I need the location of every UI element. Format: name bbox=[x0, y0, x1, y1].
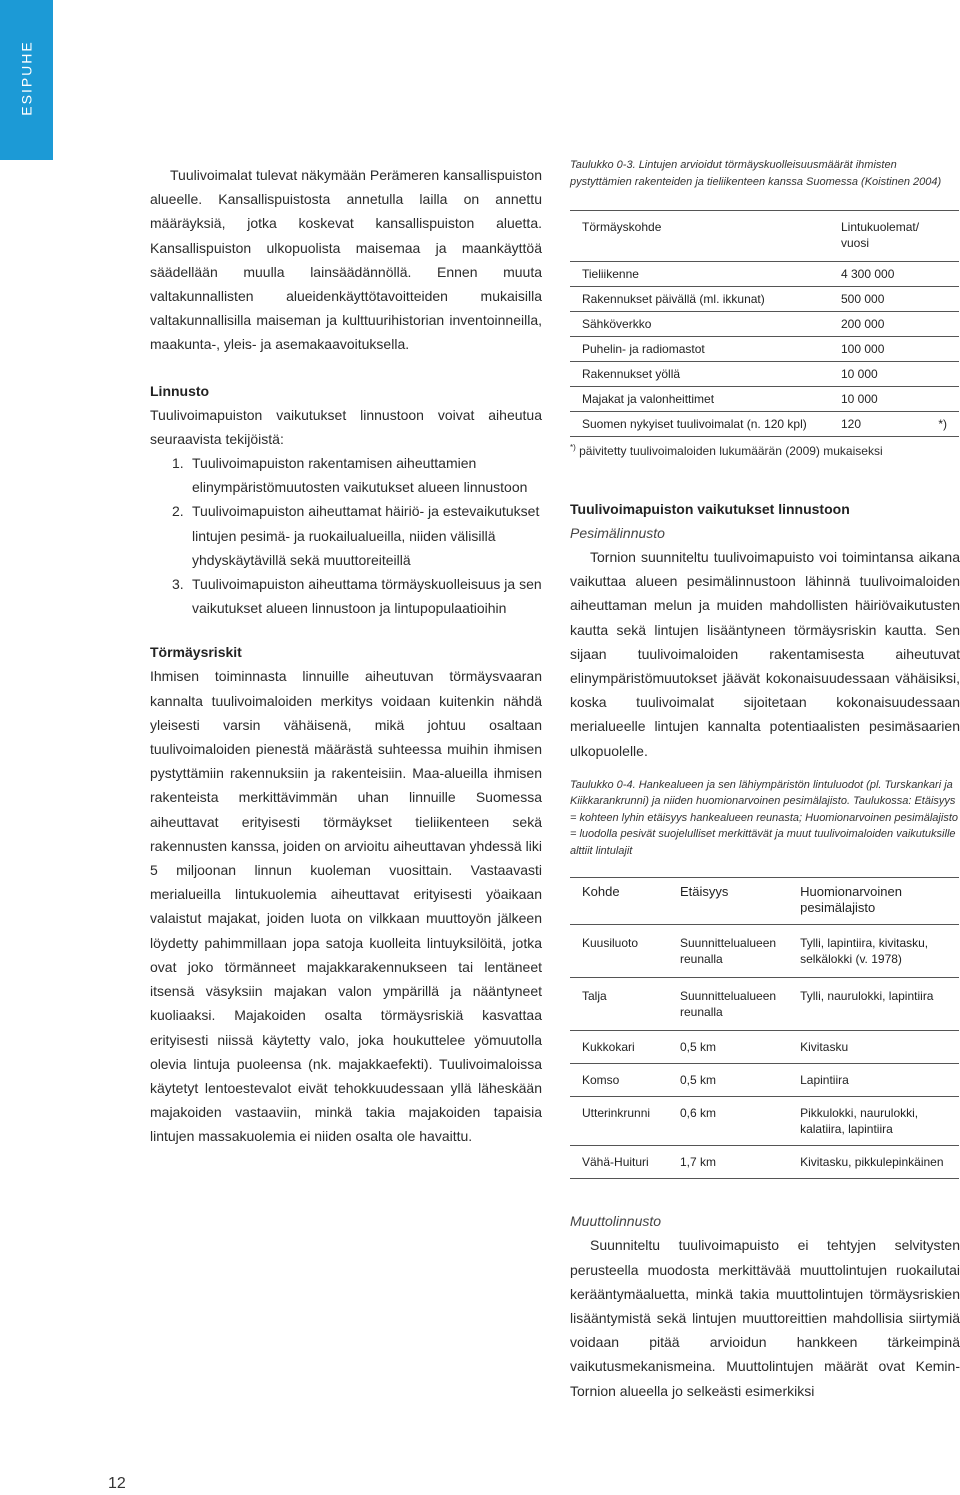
table-cell: Kivitasku, pikkulepinkäinen bbox=[788, 1146, 959, 1179]
right-column bbox=[570, 157, 960, 1403]
table-cell: Rakennukset yöllä bbox=[570, 362, 829, 387]
table-cell: Kuusiluoto bbox=[570, 925, 668, 978]
table-header-row bbox=[570, 878, 959, 925]
table-row bbox=[570, 1146, 959, 1179]
table-cell: Suomen nykyiset tuulivoimalat (n. 120 kpl) bbox=[570, 412, 829, 437]
table-cell: 1,7 km bbox=[668, 1146, 788, 1179]
table-cell: Vähä-Huituri bbox=[570, 1146, 668, 1179]
table-cell: 0,5 km bbox=[668, 1031, 788, 1064]
table-cell: Sähköverkko bbox=[570, 312, 829, 337]
table-cell: 200 000 bbox=[829, 312, 920, 337]
table-cell: 4 300 000 bbox=[829, 262, 920, 287]
table-cell: Talja bbox=[570, 978, 668, 1031]
collision-table bbox=[570, 210, 959, 437]
table-cell: 10 000 bbox=[829, 362, 920, 387]
table-cell: 120 bbox=[829, 412, 920, 437]
table-row bbox=[570, 387, 959, 412]
table-cell: 0,6 km bbox=[668, 1097, 788, 1146]
table-cell: Komso bbox=[570, 1064, 668, 1097]
linnusto-heading: Linnusto bbox=[150, 382, 210, 399]
table-row bbox=[570, 978, 959, 1031]
list-item: 1. Tuulivoimapuiston rakentamisen aiheuttamien elinympäristömuutosten vaikutukset alueen linnustoon bbox=[172, 455, 528, 496]
table-cell bbox=[920, 287, 959, 312]
table-cell: Puhelin- ja radiomastot bbox=[570, 337, 829, 362]
table-row bbox=[570, 312, 959, 337]
table-header-cell: Törmäyskohde bbox=[570, 211, 829, 262]
impact-list bbox=[150, 451, 542, 620]
table1-footnote: *) päivitetty tuulivoimaloiden lukumäärän (2009) mukaiseksi bbox=[570, 443, 883, 458]
list-item: 3. Tuulivoimapuiston aiheuttama törmäyskuolleisuus ja sen vaikutukset alueen linnustoon ja lintupopulaatioihin bbox=[172, 576, 542, 617]
list-item: 2. Tuulivoimapuiston aiheuttamat häiriö- ja estevaikutukset lintujen pesimä- ja ruokailualueilla, niiden välisillä yhdyskäytävillä sekä muuttoreiteillä bbox=[172, 503, 540, 568]
table-cell: Kivitasku bbox=[788, 1031, 959, 1064]
table-cell: 100 000 bbox=[829, 337, 920, 362]
tormaysriskit-heading: Törmäysriskit bbox=[150, 644, 242, 661]
vaikutukset-heading: Tuulivoimapuiston vaikutukset linnustoon bbox=[570, 501, 850, 517]
table-header-cell: Lintukuolemat/ vuosi bbox=[829, 211, 959, 262]
table-cell bbox=[920, 337, 959, 362]
table-row bbox=[570, 262, 959, 287]
bird-islands-table bbox=[570, 877, 959, 1179]
table-cell bbox=[920, 387, 959, 412]
table-cell bbox=[920, 312, 959, 337]
linnusto-paragraph: Tuulivoimapuiston vaikutukset linnustoon voivat aiheutua seuraavista tekijöistä: bbox=[150, 406, 542, 447]
table-cell: *) bbox=[920, 412, 959, 437]
table-row bbox=[570, 1097, 959, 1146]
table-cell: Kukkokari bbox=[570, 1031, 668, 1064]
table-header-cell: Huomionarvoinen pesimälajisto bbox=[788, 878, 959, 925]
section-tab-label: ESIPUHE bbox=[19, 40, 35, 116]
muuttolinnusto-paragraph: Suunniteltu tuulivoimapuisto ei tehtyjen selvitysten perusteella muodosta merkittävää muuttolintujen ruokailutai kerääntymäaluetta, minkä takia muuttolintujen törmäysriskien lisääntymistä sekä lintujen muuttoreittien mahdollisia siirtymiä voidaan pitää arvioidun hankkeen tärkeimpinä vaikutusmekanismeina. Muuttolintujen määrät ovat Kemin-Tornion alueella jo selkeästi esimerkiksi bbox=[570, 1237, 960, 1399]
table-row bbox=[570, 287, 959, 312]
section-tab bbox=[0, 0, 53, 160]
table-cell: Utterinkrunni bbox=[570, 1097, 668, 1146]
table-cell: Lapintiira bbox=[788, 1064, 959, 1097]
table-cell: 500 000 bbox=[829, 287, 920, 312]
table-header-cell: Kohde bbox=[570, 878, 668, 925]
table-header-cell: Etäisyys bbox=[668, 878, 788, 925]
table-cell bbox=[920, 362, 959, 387]
table-cell: 10 000 bbox=[829, 387, 920, 412]
muuttolinnusto-heading: Muuttolinnusto bbox=[570, 1213, 662, 1230]
table-cell: Tieliikenne bbox=[570, 262, 829, 287]
left-column bbox=[150, 163, 542, 1149]
table1-caption: Taulukko 0-3. Lintujen arvioidut törmäyskuolleisuusmäärät ihmisten pystyttämien rakenteiden ja tieliikenteen kanssa Suomessa (Koistinen 2004) bbox=[570, 159, 942, 188]
table-row bbox=[570, 1031, 959, 1064]
table-cell: Majakat ja valonheittimet bbox=[570, 387, 829, 412]
table-cell: Tylli, lapintiira, kivitasku, selkälokki (v. 1978) bbox=[788, 925, 959, 978]
table-row bbox=[570, 412, 959, 437]
table2-caption: Taulukko 0-4. Hankealueen ja sen lähiympäristön lintuluodot (pl. Turskankari ja Kiikkarankrunni) ja niiden huomionarvoinen pesimälajisto. Taulukossa: Etäisyys = kohteen lyhin etäisyys hankealueen reunasta; Huomionarvoinen pesimälajisto = luodolla pesivät suojelulliset merkittävät ja muut tuulivoimaloiden vaikutuksille alttiit lintulajit bbox=[570, 778, 958, 857]
pesimalinnusto-heading: Pesimälinnusto bbox=[570, 525, 665, 541]
table-row bbox=[570, 337, 959, 362]
intro-paragraph: Tuulivoimalat tulevat näkymään Perämeren kansallispuiston alueelle. Kansallispuistosta annetulla lailla on annettu määräyksiä, jotka koskevat kansallispuiston aluetta. Kansallispuiston ulkopuolista maisemaa ja maankäyttöä säädellään muulla lainsäädännöllä. Ennen muuta valtakunnallisten alueidenkäyttötavoitteiden mukaisilla valtakunnallisilla maiseman ja kulttuurihistorian inventoinneilla, maakunta-, yleis- ja asemakaavoituksella. bbox=[150, 167, 542, 353]
table-row bbox=[570, 1064, 959, 1097]
table-cell: Suunnittelualueen reunalla bbox=[668, 925, 788, 978]
pesimalinnusto-paragraph: Tornion suunniteltu tuulivoimapuisto voi toimintansa aikana vaikuttaa alueen pesimälinnustoon lähinnä tuulivoimaloiden aiheuttaman melun ja muiden mahdollisten häiriövaikutusten kautta sekä lintujen lisääntyneen törmäysriskin kautta. Sen sijaan tuulivoimaloiden rakentamisesta aiheutuvat elinympäristömuutokset jäävät kokonaisuudessaan vähäisiksi, koska tuulivoimalat sijoitetaan kokonaisuudessaan merialueelle lintujen kannalta potentiaalisten pesimäsaarien ulkopuolelle. bbox=[570, 549, 960, 759]
tormaysriskit-paragraph: Ihmisen toiminnasta linnuille aiheutuvan törmäysvaaran kannalta tuulivoimaloiden merkitys voidaan kuitenkin nähdä yleisesti varsin vähäisenä, mikä johtuu osaltaan tuulivoimaloiden pienestä määrästä suhteessa muihin ihmisen pystyttämiin rakennuksiin ja rakenteisiin. Maa-alueilla ihmisen rakenteista merkittävimmän uhan linnuille Suomessa aiheuttavat erityisesti törmäykset tieliikenteen sekä rakennusten kanssa, joiden on arvioitu aiheuttavan yhdessä liki 5 miljoonan linnun kuoleman vuosittain. Vastaavasti merialueilla lintukuolemia aiheuttavat erityisesti yöaikaan valaistut majakat, joiden luota on vilkkaan muuttoyön jälkeen löydetty pahimmillaan jopa satoja kuolleita lintuyksilöitä, jotka ovat joko törmänneet majakkarakennukseen tai lentäneet itsensä väsyksiin majakan valon ympärillä ja nääntyneet kuoliaaksi. Majakoiden osalta törmäysriskiä kasvattaa erityisesti niissä käytetty valo, joka houkuttelee yömuutolla olevia lintuja puoleensa (nk. majakkaefekti). Tuulivoimaloissa käytetyt lentoestevalot eivät tehokkuudessaan yllä läheskään majakoiden vastaaviin, minkä takia majakoiden tapaisia lintujen massakuolemia ei niiden osalta ole havaittu. bbox=[150, 668, 542, 1145]
table-row bbox=[570, 925, 959, 978]
table-row bbox=[570, 362, 959, 387]
table-cell: Rakennukset päivällä (ml. ikkunat) bbox=[570, 287, 829, 312]
table-cell: Pikkulokki, naurulokki, kalatiira, lapintiira bbox=[788, 1097, 959, 1146]
table-cell: 0,5 km bbox=[668, 1064, 788, 1097]
page-number: 12 bbox=[108, 1475, 126, 1492]
table-header-row bbox=[570, 211, 959, 262]
table-cell bbox=[920, 262, 959, 287]
table-cell: Tylli, naurulokki, lapintiira bbox=[788, 978, 959, 1031]
table-cell: Suunnittelualueen reunalla bbox=[668, 978, 788, 1031]
